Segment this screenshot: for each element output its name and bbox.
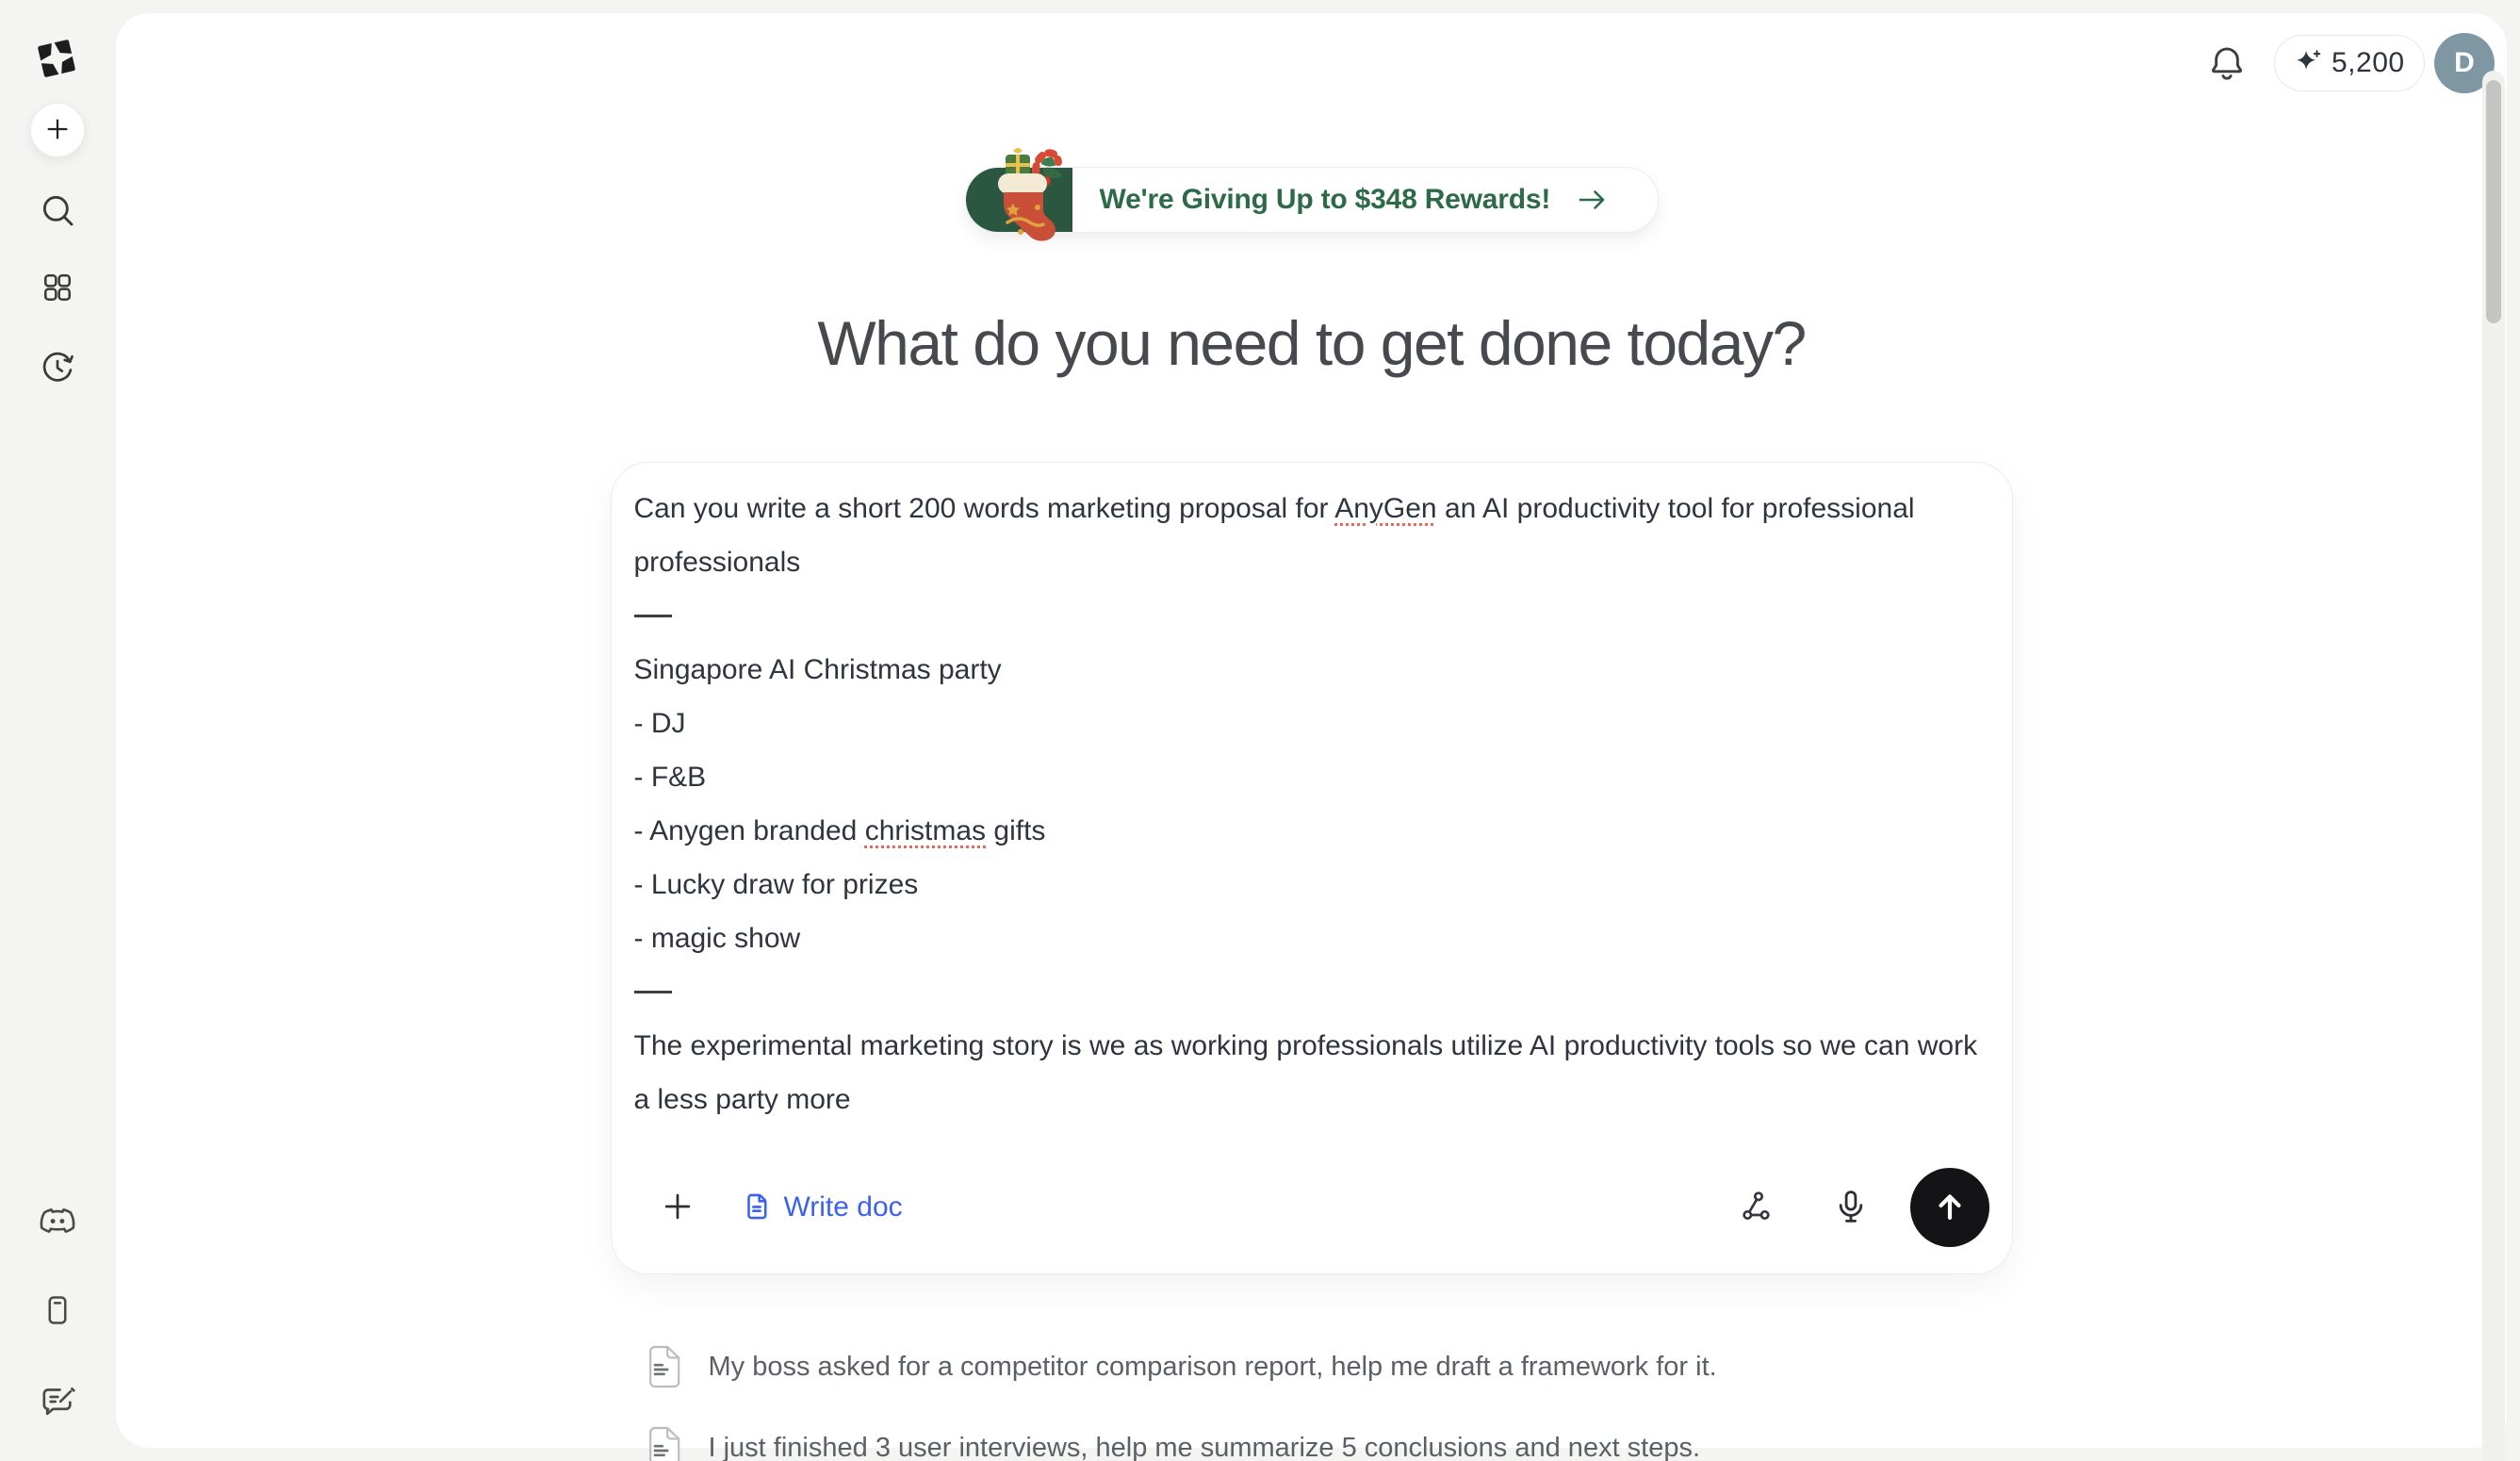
christmas-stocking-icon (989, 140, 1068, 243)
plus-icon (43, 115, 72, 146)
composer-line: Singapore AI Christmas party (633, 654, 1002, 685)
sparkle-icon (2294, 47, 2322, 80)
search-button[interactable] (39, 191, 76, 229)
suggestion-row[interactable] (646, 1421, 2013, 1461)
feedback-edit-icon (39, 1384, 76, 1421)
scrollbar-thumb[interactable] (2486, 80, 2501, 323)
suggestions-list (611, 1340, 2013, 1461)
composer-line: - DJ (633, 708, 686, 739)
document-icon (646, 1426, 680, 1461)
workflow-icon (1739, 1188, 1776, 1228)
text-divider (634, 589, 1989, 643)
new-chat-button[interactable] (30, 103, 85, 157)
composer-line: The experimental marketing story is we as working professionals utilize AI productivity tools so we can work a less party more (633, 1030, 1978, 1115)
avatar-initial: D (2454, 47, 2475, 78)
history-icon (40, 350, 75, 386)
text-divider (634, 965, 1989, 1019)
composer-line: - F&B (633, 762, 707, 793)
voice-input-button[interactable] (1831, 1187, 1871, 1229)
suggestion-row[interactable] (646, 1340, 2013, 1393)
page-title: What do you need to get done today? (817, 308, 1806, 378)
write-doc-label: Write doc (783, 1191, 903, 1223)
composer-line: - Lucky draw for prizes (633, 869, 919, 900)
plus-icon (660, 1189, 695, 1227)
device-button[interactable] (40, 1292, 75, 1328)
suggestion-text: My boss asked for a competitor comparison report, help me draft a framework for it. (708, 1351, 1717, 1382)
history-button[interactable] (40, 350, 75, 386)
search-icon (39, 191, 76, 229)
composer-toolbar (634, 1166, 1989, 1249)
arrow-right-icon (1575, 182, 1611, 218)
write-doc-button[interactable] (741, 1190, 903, 1225)
discord-button[interactable] (38, 1201, 77, 1240)
notifications-button[interactable] (2206, 42, 2248, 84)
composer-text[interactable] (634, 482, 1989, 1126)
composer-line: - Anygen branded christmas gifts (633, 815, 1046, 846)
discord-icon (38, 1201, 77, 1240)
rewards-banner[interactable] (965, 167, 1659, 233)
document-icon (646, 1345, 680, 1388)
write-doc-icon (741, 1190, 773, 1225)
device-icon (40, 1292, 75, 1328)
send-arrow-icon (1930, 1187, 1970, 1229)
main-panel (116, 13, 2507, 1461)
attach-button[interactable] (660, 1189, 695, 1227)
suggestion-text: I just finished 3 user interviews, help me summarize 5 conclusions and next steps. (708, 1432, 1701, 1461)
credits-count: 5,200 (2332, 47, 2405, 78)
send-button[interactable] (1910, 1168, 1989, 1247)
bell-icon (2206, 73, 2248, 87)
composer-card[interactable] (611, 462, 2013, 1274)
app-logo-icon[interactable] (31, 33, 82, 84)
composer-line: Can you write a short 200 words marketing proposal for AnyGen an AI productivity tool for professional professionals (633, 493, 1915, 578)
banner-label: We're Giving Up to $348 Rewards! (1099, 184, 1551, 215)
sidebar (0, 0, 116, 1461)
workflow-button[interactable] (1739, 1188, 1776, 1228)
apps-grid-icon (41, 271, 74, 304)
credits-pill[interactable] (2274, 35, 2425, 91)
feedback-button[interactable] (39, 1384, 76, 1421)
microphone-icon (1831, 1187, 1871, 1229)
composer-line: - magic show (633, 923, 801, 954)
apps-button[interactable] (41, 271, 74, 304)
